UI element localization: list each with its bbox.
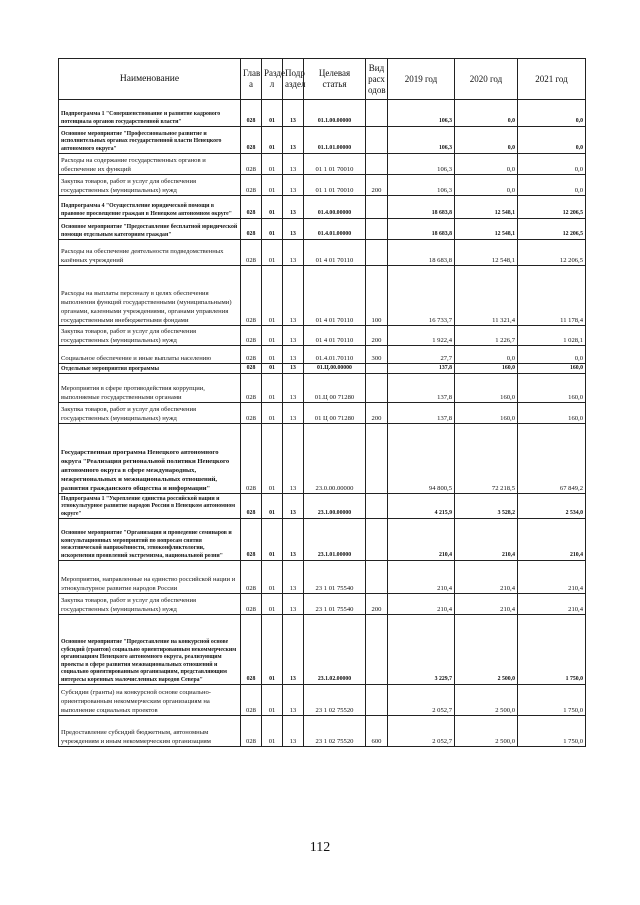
budget-table	[58, 58, 586, 747]
row-podrazdel: 13	[283, 346, 304, 364]
page-number: 112	[309, 840, 331, 855]
row-2019: 210,4	[388, 519, 455, 561]
row-razdel: 01	[262, 154, 283, 175]
row-2020: 210,4	[455, 519, 518, 561]
row-razdel: 01	[262, 374, 283, 403]
table-row	[59, 154, 586, 175]
table-row	[59, 240, 586, 266]
table-row	[59, 175, 586, 196]
row-razdel: 01	[262, 100, 283, 127]
row-name: Предоставление субсидий бюджетным, автономным учреждениям и иным некоммерческим организациям	[59, 716, 241, 747]
row-target: 01.1.00.00000	[304, 100, 366, 127]
row-vid	[366, 154, 388, 175]
row-target: 01 4 01 70110	[304, 266, 366, 326]
row-name: Закупка товаров, работ и услуг для обеспечения государственных (муниципальных) нужд	[59, 594, 241, 615]
row-razdel: 01	[262, 364, 283, 374]
table-row	[59, 346, 586, 364]
row-podrazdel: 13	[283, 374, 304, 403]
row-glava: 028	[241, 594, 262, 615]
table-row	[59, 494, 586, 519]
row-name: Основное мероприятие "Предоставление на конкурсной основе субсидий (грантов) социально ориентированным некоммерческим организациям Ненецкого автономного округа, реализующим проекты в сфере развития межнациональных отношений и социально ориентированным организациям, представляющим интересы коренных малочисленных народов Севера"	[59, 615, 241, 685]
row-2020: 2 500,0	[455, 615, 518, 685]
row-2020: 210,4	[455, 561, 518, 594]
row-name: Подпрограмма 4 "Осуществление юридической помощи в правовое просвещение граждан в Ненецком автономном округе"	[59, 196, 241, 219]
row-target: 01 4 01 70110	[304, 326, 366, 346]
row-2020: 0,0	[455, 346, 518, 364]
table-row	[59, 403, 586, 424]
row-2020: 12 548,1	[455, 196, 518, 219]
row-glava: 028	[241, 196, 262, 219]
row-2020: 0,0	[455, 100, 518, 127]
row-razdel: 01	[262, 266, 283, 326]
row-razdel: 01	[262, 685, 283, 716]
row-2019: 106,3	[388, 154, 455, 175]
row-vid: 200	[366, 175, 388, 196]
header-target: Целевая статья	[304, 59, 366, 100]
row-2021: 0,0	[518, 346, 586, 364]
row-podrazdel: 13	[283, 424, 304, 494]
row-razdel: 01	[262, 519, 283, 561]
row-vid	[366, 127, 388, 154]
row-2020: 160,0	[455, 403, 518, 424]
row-razdel: 01	[262, 326, 283, 346]
row-2019: 137,8	[388, 374, 455, 403]
table-row	[59, 561, 586, 594]
row-2021: 160,0	[518, 364, 586, 374]
row-2020: 72 218,5	[455, 424, 518, 494]
row-target: 01.4.00.00000	[304, 196, 366, 219]
row-2020: 3 528,2	[455, 494, 518, 519]
row-glava: 028	[241, 716, 262, 747]
row-2020: 0,0	[455, 154, 518, 175]
row-razdel: 01	[262, 196, 283, 219]
row-target: 23 1 02 75520	[304, 716, 366, 747]
row-2020: 11 321,4	[455, 266, 518, 326]
row-2019: 27,7	[388, 346, 455, 364]
row-glava: 028	[241, 615, 262, 685]
row-glava: 028	[241, 346, 262, 364]
row-target: 01 Ц 00 71280	[304, 403, 366, 424]
row-2021: 0,0	[518, 127, 586, 154]
row-glava: 028	[241, 100, 262, 127]
row-2019: 1 922,4	[388, 326, 455, 346]
row-glava: 028	[241, 403, 262, 424]
row-name: Субсидии (гранты) на конкурсной основе социально-ориентированным некоммерческим организациям на выполнение социальных проектов	[59, 685, 241, 716]
row-podrazdel: 13	[283, 615, 304, 685]
row-vid	[366, 100, 388, 127]
row-glava: 028	[241, 494, 262, 519]
header-podrazdel: Подр аздел	[283, 59, 304, 100]
table-row	[59, 615, 586, 685]
row-razdel: 01	[262, 127, 283, 154]
row-glava: 028	[241, 266, 262, 326]
row-2019: 106,3	[388, 175, 455, 196]
row-2021: 210,4	[518, 561, 586, 594]
row-2019: 3 229,7	[388, 615, 455, 685]
row-2019: 16 733,7	[388, 266, 455, 326]
row-vid: 200	[366, 326, 388, 346]
row-target: 01.4.01.00000	[304, 219, 366, 240]
row-glava: 028	[241, 519, 262, 561]
table-row	[59, 326, 586, 346]
row-2021: 210,4	[518, 594, 586, 615]
row-name: Мероприятия в сфере противодействия коррупции, выполняемые государственными органами	[59, 374, 241, 403]
table-row	[59, 127, 586, 154]
row-2019: 137,8	[388, 364, 455, 374]
row-vid	[366, 374, 388, 403]
row-2020: 12 548,1	[455, 240, 518, 266]
row-2020: 160,0	[455, 374, 518, 403]
row-2019: 18 683,8	[388, 240, 455, 266]
table-row	[59, 374, 586, 403]
header-vid: Вид расх одов	[366, 59, 388, 100]
row-podrazdel: 13	[283, 219, 304, 240]
row-name: Мероприятия, направленные на единство российской нации и этнокультурное развитие народов России	[59, 561, 241, 594]
row-2021: 12 206,5	[518, 240, 586, 266]
row-name: Социальное обеспечение и иные выплаты населению	[59, 346, 241, 364]
row-vid	[366, 494, 388, 519]
row-vid	[366, 196, 388, 219]
row-glava: 028	[241, 561, 262, 594]
row-2021: 67 849,2	[518, 424, 586, 494]
row-target: 01 1 01 70010	[304, 154, 366, 175]
row-2019: 18 683,8	[388, 196, 455, 219]
row-glava: 028	[241, 219, 262, 240]
row-2021: 1 750,0	[518, 615, 586, 685]
row-vid	[366, 364, 388, 374]
row-2021: 160,0	[518, 403, 586, 424]
row-podrazdel: 13	[283, 685, 304, 716]
row-2021: 0,0	[518, 175, 586, 196]
row-2021: 12 206,5	[518, 219, 586, 240]
row-2021: 11 178,4	[518, 266, 586, 326]
row-name: Расходы на выплаты персоналу в целях обеспечения выполнения функций государственными (муниципальными) органами, казенными учреждениями, органами управления государственными внебюджетными фондами	[59, 266, 241, 326]
row-2021: 1 750,0	[518, 716, 586, 747]
row-glava: 028	[241, 364, 262, 374]
row-name: Закупка товаров, работ и услуг для обеспечения государственных (муниципальных) нужд	[59, 175, 241, 196]
row-podrazdel: 13	[283, 594, 304, 615]
row-razdel: 01	[262, 346, 283, 364]
row-2019: 2 052,7	[388, 685, 455, 716]
row-2020: 0,0	[455, 175, 518, 196]
row-glava: 028	[241, 175, 262, 196]
row-glava: 028	[241, 240, 262, 266]
row-glava: 028	[241, 154, 262, 175]
table-row	[59, 519, 586, 561]
row-target: 01.1.01.00000	[304, 127, 366, 154]
row-podrazdel: 13	[283, 196, 304, 219]
row-2020: 160,0	[455, 364, 518, 374]
row-2020: 1 226,7	[455, 326, 518, 346]
header-2019: 2019 год	[388, 59, 455, 100]
row-podrazdel: 13	[283, 266, 304, 326]
row-podrazdel: 13	[283, 175, 304, 196]
header-razdel: Разде л	[262, 59, 283, 100]
row-vid	[366, 561, 388, 594]
row-target: 23 1 01 75540	[304, 561, 366, 594]
table-row	[59, 219, 586, 240]
table-row	[59, 594, 586, 615]
row-name: Государственная программа Ненецкого автономного округа "Реализация региональной политики Ненецкого автономного округа в сфере международных, межрегиональных и межнациональных отношений, развития гражданского общества и информации"	[59, 424, 241, 494]
row-vid	[366, 219, 388, 240]
row-razdel: 01	[262, 716, 283, 747]
row-podrazdel: 13	[283, 127, 304, 154]
row-2020: 2 500,0	[455, 716, 518, 747]
row-2021: 0,0	[518, 154, 586, 175]
row-target: 23 1 01 75540	[304, 594, 366, 615]
row-2020: 12 548,1	[455, 219, 518, 240]
row-podrazdel: 13	[283, 100, 304, 127]
header-name: Наименование	[59, 59, 241, 100]
row-target: 01 1 01 70010	[304, 175, 366, 196]
row-razdel: 01	[262, 561, 283, 594]
row-glava: 028	[241, 127, 262, 154]
row-podrazdel: 13	[283, 240, 304, 266]
row-vid	[366, 615, 388, 685]
row-glava: 028	[241, 374, 262, 403]
row-razdel: 01	[262, 219, 283, 240]
row-2021: 210,4	[518, 519, 586, 561]
row-2021: 1 028,1	[518, 326, 586, 346]
row-glava: 028	[241, 424, 262, 494]
row-name: Закупка товаров, работ и услуг для обеспечения государственных (муниципальных) нужд	[59, 403, 241, 424]
row-podrazdel: 13	[283, 716, 304, 747]
row-2019: 210,4	[388, 561, 455, 594]
row-podrazdel: 13	[283, 326, 304, 346]
row-2019: 18 683,8	[388, 219, 455, 240]
row-podrazdel: 13	[283, 364, 304, 374]
row-vid	[366, 685, 388, 716]
row-name: Закупка товаров, работ и услуг для обеспечения государственных (муниципальных) нужд	[59, 326, 241, 346]
row-name: Расходы на обеспечение деятельности подведомственных казённых учреждений	[59, 240, 241, 266]
row-target: 01 4 01 70110	[304, 240, 366, 266]
row-vid	[366, 519, 388, 561]
row-name: Подпрограмма 1 "Совершенствование и развитие кадрового потенциала органов государственной власти"	[59, 100, 241, 127]
header-2021: 2021 год	[518, 59, 586, 100]
row-target: 23 1 02 75520	[304, 685, 366, 716]
row-target: 23.1.01.00000	[304, 519, 366, 561]
row-2019: 106,3	[388, 100, 455, 127]
row-target: 23.1.00.00000	[304, 494, 366, 519]
row-razdel: 01	[262, 494, 283, 519]
table-row	[59, 196, 586, 219]
row-target: 01.Ц 00 71280	[304, 374, 366, 403]
row-razdel: 01	[262, 615, 283, 685]
header-glava: Глав а	[241, 59, 262, 100]
row-target: 01.Ц.00.00000	[304, 364, 366, 374]
row-name: Основное мероприятие "Организация и проведение семинаров и консультационных мероприятий по вопросам снятия межэтнической напряжённости, этноконфликтологии, искоренения проявлений экстремизма, национальной розни"	[59, 519, 241, 561]
row-2019: 106,3	[388, 127, 455, 154]
row-razdel: 01	[262, 403, 283, 424]
row-vid: 100	[366, 266, 388, 326]
row-2019: 210,4	[388, 594, 455, 615]
row-target: 23.1.02.00000	[304, 615, 366, 685]
row-razdel: 01	[262, 594, 283, 615]
row-2020: 210,4	[455, 594, 518, 615]
table-row	[59, 424, 586, 494]
row-podrazdel: 13	[283, 519, 304, 561]
row-2019: 2 052,7	[388, 716, 455, 747]
table-row	[59, 100, 586, 127]
row-name: Расходы на содержание государственных органов и обеспечение их функций	[59, 154, 241, 175]
row-2021: 0,0	[518, 100, 586, 127]
row-podrazdel: 13	[283, 154, 304, 175]
row-vid: 300	[366, 346, 388, 364]
row-razdel: 01	[262, 424, 283, 494]
row-2021: 1 750,0	[518, 685, 586, 716]
row-vid: 200	[366, 403, 388, 424]
row-2020: 2 500,0	[455, 685, 518, 716]
row-name: Основное мероприятие "Предоставление бесплатной юридической помощи отдельным категориям граждан"	[59, 219, 241, 240]
table-row	[59, 266, 586, 326]
row-2019: 4 215,9	[388, 494, 455, 519]
row-vid: 600	[366, 716, 388, 747]
table-row	[59, 364, 586, 374]
table-row	[59, 716, 586, 747]
row-2020: 0,0	[455, 127, 518, 154]
row-glava: 028	[241, 326, 262, 346]
row-vid	[366, 424, 388, 494]
row-podrazdel: 13	[283, 561, 304, 594]
row-2019: 94 800,5	[388, 424, 455, 494]
row-2019: 137,8	[388, 403, 455, 424]
row-2021: 12 206,5	[518, 196, 586, 219]
row-razdel: 01	[262, 175, 283, 196]
row-2021: 160,0	[518, 374, 586, 403]
row-glava: 028	[241, 685, 262, 716]
row-razdel: 01	[262, 240, 283, 266]
row-name: Подпрограмма 1 "Укрепление единства российской нации и этнокультурное развитие народов России в Ненецком автономном округе"	[59, 494, 241, 519]
row-name: Отдельные мероприятия программы	[59, 364, 241, 374]
row-2021: 2 534,0	[518, 494, 586, 519]
row-target: 01.4.01.70110	[304, 346, 366, 364]
row-target: 23.0.00.00000	[304, 424, 366, 494]
row-vid	[366, 240, 388, 266]
row-podrazdel: 13	[283, 494, 304, 519]
row-podrazdel: 13	[283, 403, 304, 424]
row-vid: 200	[366, 594, 388, 615]
header-row	[59, 59, 586, 100]
header-2020: 2020 год	[455, 59, 518, 100]
table-row	[59, 685, 586, 716]
row-name: Основное мероприятие "Профессиональное развитие и исполнительных органах государственной власти Ненецкого автономного округа"	[59, 127, 241, 154]
